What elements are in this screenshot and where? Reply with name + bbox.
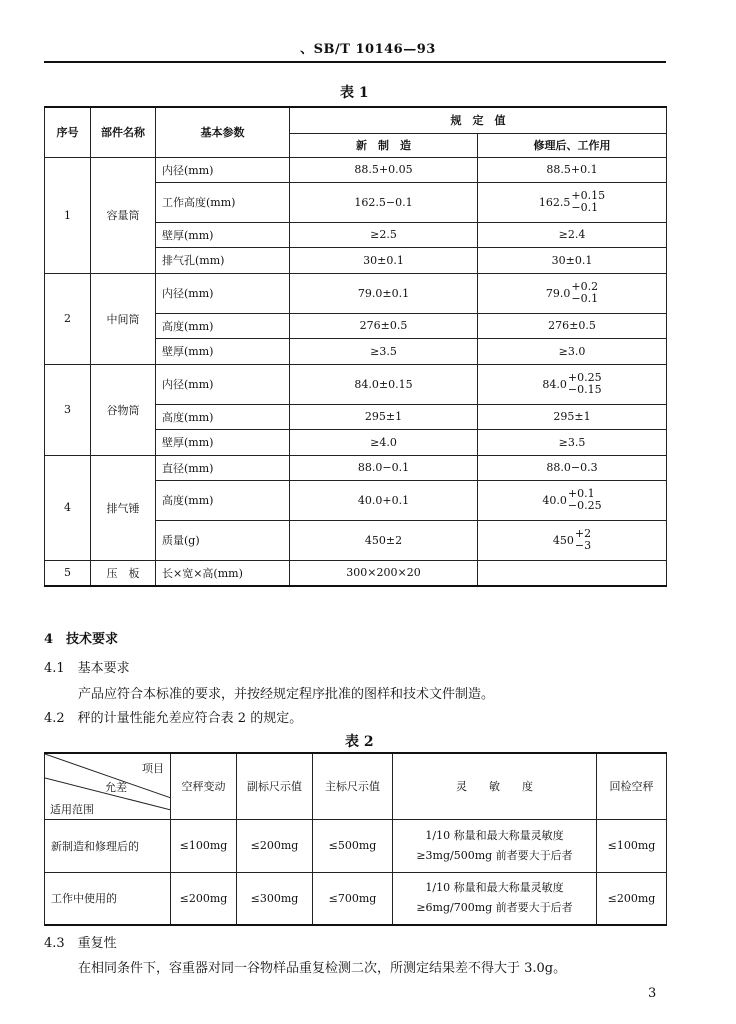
table-row <box>45 364 667 404</box>
table-row <box>45 819 667 872</box>
header-sub-scale: 副标尺示值 <box>237 753 313 819</box>
new-value-cell: 88.0−0.1 <box>290 455 478 480</box>
seq-cell: 5 <box>45 560 91 586</box>
tolerance-value <box>539 190 605 214</box>
param-cell: 高度(mm) <box>156 480 290 520</box>
header-new: 新 制 造 <box>290 133 478 157</box>
return-zero-cell: ≤100mg <box>597 819 667 872</box>
part-cell: 排气锤 <box>91 455 156 560</box>
part-cell: 谷物筒 <box>91 364 156 455</box>
sensitivity-line1: 1/10 称量和最大称量灵敏度 <box>425 828 564 842</box>
tolerance-base: 79.0 <box>545 286 571 300</box>
new-value-cell: 30±0.1 <box>290 247 478 273</box>
table-row <box>45 157 667 182</box>
new-value-cell: 450±2 <box>290 520 478 560</box>
param-cell: 质量(g) <box>156 520 290 560</box>
standard-number-header: 、SB/T 10146—93 <box>300 42 436 57</box>
return-zero-cell: ≤200mg <box>597 872 667 925</box>
section42-text: 4.2 秤的计量性能允差应符合表 2 的规定。 <box>44 711 303 726</box>
tolerance-upper: +0.2 <box>571 280 599 293</box>
section41-title: 4.1 基本要求 <box>44 661 130 676</box>
tolerance-base: 84.0 <box>542 377 567 391</box>
table-row <box>45 273 667 313</box>
header-part: 部件名称 <box>91 107 156 157</box>
new-value-cell: 162.5−0.1 <box>290 182 478 222</box>
table-row <box>45 455 667 480</box>
param-cell: 内径(mm) <box>156 157 290 182</box>
corner-scope-label: 适用范围 <box>50 803 94 816</box>
tolerance-lower: −0.15 <box>567 383 602 396</box>
seq-cell: 4 <box>45 455 91 560</box>
repair-value-cell <box>478 560 667 586</box>
tolerance-upper: +0.1 <box>567 487 595 500</box>
new-value-cell: 84.0±0.15 <box>290 364 478 404</box>
repair-value-cell <box>478 480 667 520</box>
header-zero-variation: 空秤变动 <box>171 753 237 819</box>
main-scale-cell: ≤500mg <box>313 819 393 872</box>
tolerance-lower: −0.1 <box>571 201 599 214</box>
header-spec: 规 定 值 <box>290 107 667 133</box>
section43-title: 4.3 重复性 <box>44 936 117 951</box>
param-cell: 内径(mm) <box>156 364 290 404</box>
sub-scale-cell: ≤300mg <box>237 872 313 925</box>
param-cell: 工作高度(mm) <box>156 182 290 222</box>
sensitivity-line2: ≥6mg/700mg 前者要大于后者 <box>416 901 573 915</box>
corner-header-cell <box>45 753 171 819</box>
seq-cell: 1 <box>45 157 91 273</box>
header-sensitivity: 灵 敏 度 <box>393 753 597 819</box>
param-cell: 壁厚(mm) <box>156 222 290 247</box>
repair-value-cell: ≥2.4 <box>478 222 667 247</box>
table1-caption: 表 1 <box>340 85 369 101</box>
repair-value-cell <box>478 520 667 560</box>
repair-value-cell: 295±1 <box>478 404 667 429</box>
header-return-zero: 回检空秤 <box>597 753 667 819</box>
param-cell: 排气孔(mm) <box>156 247 290 273</box>
repair-value-cell <box>478 364 667 404</box>
tolerance-base: 40.0 <box>542 493 567 507</box>
new-value-cell: ≥4.0 <box>290 429 478 455</box>
repair-value-cell <box>478 182 667 222</box>
tolerance-value <box>546 281 598 305</box>
table-row <box>45 872 667 925</box>
header-param: 基本参数 <box>156 107 290 157</box>
section43-text: 在相同条件下，容重器对同一谷物样品重复检测二次，所测定结果差不得大于 3.0g。 <box>78 961 567 976</box>
new-value-cell: ≥2.5 <box>290 222 478 247</box>
section41-text: 产品应符合本标准的要求，并按经规定程序批准的图样和技术文件制造。 <box>78 687 495 702</box>
new-value-cell: 40.0+0.1 <box>290 480 478 520</box>
repair-value-cell: 30±0.1 <box>478 247 667 273</box>
header-main-scale: 主标尺示值 <box>313 753 393 819</box>
part-cell: 中间筒 <box>91 273 156 364</box>
row-label: 新制造和修理后的 <box>45 819 171 872</box>
sensitivity-line2: ≥3mg/500mg 前者要大于后者 <box>416 848 573 862</box>
tolerance-value <box>542 488 601 512</box>
seq-cell: 2 <box>45 273 91 364</box>
param-cell: 高度(mm) <box>156 404 290 429</box>
repair-value-cell: 88.0−0.3 <box>478 455 667 480</box>
sub-scale-cell: ≤200mg <box>237 819 313 872</box>
sensitivity-line1: 1/10 称量和最大称量灵敏度 <box>425 881 564 895</box>
part-cell: 容量筒 <box>91 157 156 273</box>
param-cell: 内径(mm) <box>156 273 290 313</box>
tolerance-lower: −0.25 <box>567 499 602 512</box>
tolerance-lower: −0.1 <box>571 292 599 305</box>
tolerance-lower: −3 <box>574 539 592 552</box>
sensitivity-cell <box>393 819 597 872</box>
tolerance-base: 450 <box>552 533 574 547</box>
new-value-cell: 79.0±0.1 <box>290 273 478 313</box>
repair-value-cell <box>478 273 667 313</box>
param-cell: 高度(mm) <box>156 313 290 338</box>
repair-value-cell: ≥3.5 <box>478 429 667 455</box>
zero-variation-cell: ≤200mg <box>171 872 237 925</box>
param-cell: 壁厚(mm) <box>156 429 290 455</box>
tolerance-value <box>542 372 601 396</box>
header-rule <box>44 61 666 63</box>
new-value-cell: ≥3.5 <box>290 338 478 364</box>
seq-cell: 3 <box>45 364 91 455</box>
param-cell: 直径(mm) <box>156 455 290 480</box>
new-value-cell: 295±1 <box>290 404 478 429</box>
tolerance-value <box>553 528 591 552</box>
sensitivity-cell <box>393 872 597 925</box>
table-row <box>45 560 667 586</box>
zero-variation-cell: ≤100mg <box>171 819 237 872</box>
tolerance-base: 162.5 <box>538 195 571 209</box>
table2-caption: 表 2 <box>345 734 374 750</box>
corner-item-label: 项目 <box>142 762 164 775</box>
new-value-cell: 300×200×20 <box>290 560 478 586</box>
param-cell: 壁厚(mm) <box>156 338 290 364</box>
new-value-cell: 88.5+0.05 <box>290 157 478 182</box>
repair-value-cell: 276±0.5 <box>478 313 667 338</box>
table1 <box>44 106 667 587</box>
part-cell: 压 板 <box>91 560 156 586</box>
tolerance-upper: +2 <box>574 527 592 540</box>
section4-title: 4 技术要求 <box>44 632 119 647</box>
repair-value-cell: 88.5+0.1 <box>478 157 667 182</box>
header-repair: 修理后、工作用 <box>478 133 667 157</box>
tolerance-upper: +0.25 <box>567 371 602 384</box>
page-number: 3 <box>648 986 657 1001</box>
table2 <box>44 752 667 926</box>
row-label: 工作中使用的 <box>45 872 171 925</box>
header-seq: 序号 <box>45 107 91 157</box>
main-scale-cell: ≤700mg <box>313 872 393 925</box>
new-value-cell: 276±0.5 <box>290 313 478 338</box>
tolerance-upper: +0.15 <box>571 189 606 202</box>
corner-tol-label: 允差 <box>105 781 127 794</box>
repair-value-cell: ≥3.0 <box>478 338 667 364</box>
param-cell: 长×宽×高(mm) <box>156 560 290 586</box>
